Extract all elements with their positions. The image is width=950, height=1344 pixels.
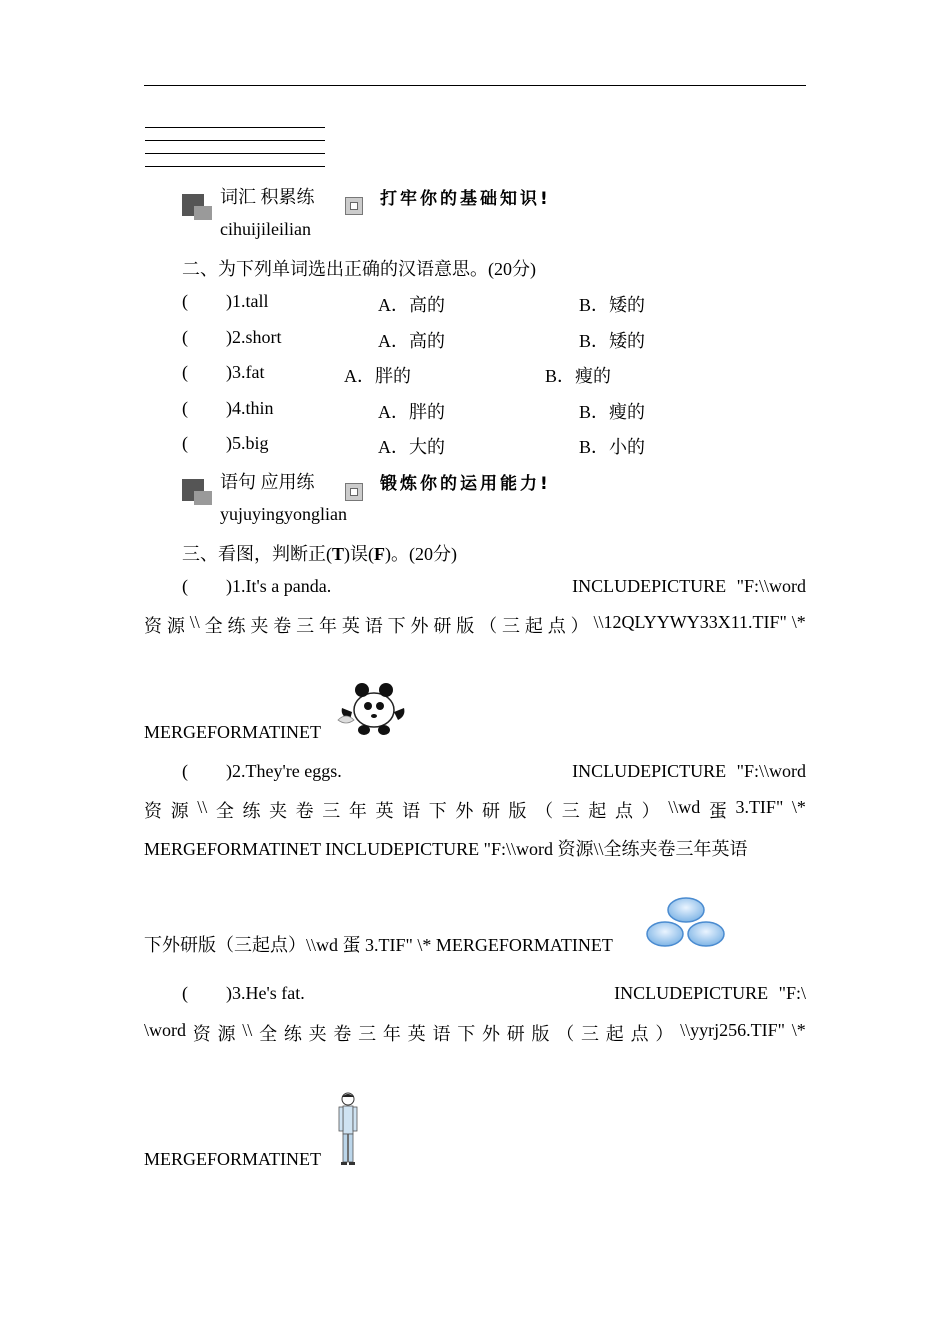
- instruction-text: )误(: [344, 544, 375, 564]
- instruction-t: T: [332, 544, 345, 564]
- field-code-token: 语: [402, 801, 421, 821]
- field-code-token: 源: [217, 1024, 236, 1044]
- answer-paren[interactable]: (: [182, 398, 188, 418]
- vocab-word: )2.short: [226, 327, 282, 347]
- field-code-token: 全: [204, 616, 223, 636]
- option-b: B．瘦的: [545, 366, 612, 386]
- field-code-token: 起: [588, 801, 607, 821]
- field-code-token: 点: [614, 801, 633, 821]
- section-slogan: 打牢你的基础知识!: [380, 189, 551, 209]
- answer-paren[interactable]: (: [182, 291, 188, 311]
- field-code-token: 版: [531, 1024, 550, 1044]
- section-title: 语句 应用练: [220, 472, 315, 492]
- sentence-instruction: [182, 540, 457, 566]
- field-code: 下外研版（三起点）\\wd 蛋 3.TIF" \* MERGEFORMATINET: [144, 935, 613, 955]
- answer-paren[interactable]: (: [182, 327, 188, 347]
- field-code-token: （: [535, 801, 554, 821]
- field-code-token: 源: [166, 616, 185, 636]
- vocab-instruction: 二、为下列单词选出正确的汉语意思。(20分): [182, 259, 536, 279]
- field-code-token: 夹: [250, 616, 269, 636]
- decorative-line: [145, 140, 325, 141]
- field-code-line: [144, 835, 806, 861]
- field-code-token: \*: [791, 1020, 806, 1040]
- option-b: B．小的: [579, 437, 646, 457]
- field-code-token: \*: [791, 612, 806, 632]
- instruction-text: )。(20分): [385, 544, 457, 564]
- field-code-token: 夹: [308, 1024, 327, 1044]
- vocab-word: )4.thin: [226, 398, 274, 418]
- field-code-token: 蛋: [708, 801, 727, 821]
- field-code-token: 版: [456, 616, 475, 636]
- option-a: A．胖的: [344, 366, 411, 386]
- option-b: B．矮的: [579, 331, 646, 351]
- field-code-line: [144, 1020, 806, 1046]
- thin-boy-image: [336, 1091, 360, 1167]
- field-code-token: ）: [641, 801, 660, 821]
- vocab-word: )1.tall: [226, 291, 269, 311]
- instruction-f: F: [374, 544, 386, 564]
- field-code-token: 研: [481, 801, 500, 821]
- field-code-token: 研: [506, 1024, 525, 1044]
- field-code-token: 卷: [273, 616, 292, 636]
- field-code-token: ）: [655, 1024, 674, 1044]
- field-code: MERGEFORMATINET: [144, 1149, 322, 1169]
- vocab-word: )3.fat: [226, 362, 265, 382]
- field-code-line: [144, 797, 806, 823]
- field-code-token: \*: [791, 797, 806, 817]
- field-code-token: 卷: [333, 1024, 352, 1044]
- field-code-token: 年: [348, 801, 367, 821]
- option-a: A．大的: [378, 437, 445, 457]
- field-code-token: 英: [341, 616, 360, 636]
- box-icon: [345, 197, 363, 215]
- decorative-line: [145, 166, 325, 167]
- field-code-token: 外: [455, 801, 474, 821]
- section-square-icon: [194, 491, 212, 505]
- field-code-token: 年: [382, 1024, 401, 1044]
- field-code-token: \\: [242, 1020, 253, 1040]
- field-code-token: 三: [561, 801, 580, 821]
- box-icon: [345, 483, 363, 501]
- option-a: A．胖的: [378, 402, 445, 422]
- field-code-token: 外: [481, 1024, 500, 1044]
- field-code-token: 版: [508, 801, 527, 821]
- panda-image: [336, 676, 410, 738]
- field-code-token: \\12QLYYWY33X11.TIF": [593, 612, 787, 632]
- field-code: INCLUDEPICTURE "F:\\word: [572, 576, 806, 596]
- field-code-token: \word: [144, 1020, 186, 1040]
- answer-paren[interactable]: (: [182, 761, 188, 781]
- field-code: INCLUDEPICTURE "F:\\word: [572, 761, 806, 781]
- section-title: 词汇 积累练: [220, 187, 315, 207]
- field-code-token: \\: [189, 612, 200, 632]
- field-code-token: 全: [215, 801, 234, 821]
- field-code-token: \\: [197, 797, 208, 817]
- option-a: A．高的: [378, 295, 445, 315]
- field-code-token: 源: [170, 801, 189, 821]
- option-a: A．高的: [378, 331, 445, 351]
- field-code-token: 起: [605, 1024, 624, 1044]
- section-slogan: 锻炼你的运用能力!: [380, 474, 551, 494]
- field-code: MERGEFORMATINET: [144, 722, 322, 742]
- option-b: B．矮的: [579, 295, 646, 315]
- field-code-token: 三: [358, 1024, 377, 1044]
- answer-paren[interactable]: (: [182, 433, 188, 453]
- field-code-token: 语: [364, 616, 383, 636]
- option-b: B．瘦的: [579, 402, 646, 422]
- field-code-token: \\yyrj256.TIF": [680, 1020, 785, 1040]
- field-code-token: 外: [410, 616, 429, 636]
- field-code-token: 下: [428, 801, 447, 821]
- field-code-token: 三: [502, 616, 521, 636]
- field-code-token: \\wd: [668, 797, 701, 817]
- field-code-token: 卷: [295, 801, 314, 821]
- answer-paren[interactable]: (: [182, 983, 188, 1003]
- answer-paren[interactable]: (: [182, 576, 188, 596]
- field-code-token: 练: [227, 616, 246, 636]
- field-code-token: 全: [259, 1024, 278, 1044]
- field-code-token: 练: [283, 1024, 302, 1044]
- section-square-icon: [194, 206, 212, 220]
- answer-paren[interactable]: (: [182, 362, 188, 382]
- field-code-token: 三: [296, 616, 315, 636]
- field-code-token: 下: [387, 616, 406, 636]
- field-code-token: 资: [144, 801, 162, 821]
- field-code-token: 3.TIF": [735, 797, 784, 817]
- section-pinyin: cihuijileilian: [220, 219, 311, 239]
- field-code-token: 点: [630, 1024, 649, 1044]
- section-pinyin: yujuyingyonglian: [220, 504, 347, 524]
- field-code-token: 资: [144, 616, 162, 636]
- field-code: MERGEFORMATINET INCLUDEPICTURE "F:\\word 资源\\全练夹卷三年英语: [144, 839, 748, 859]
- field-code-line: [144, 612, 806, 638]
- field-code-token: 三: [581, 1024, 600, 1044]
- field-code-token: 练: [242, 801, 261, 821]
- field-code: INCLUDEPICTURE "F:\: [614, 983, 806, 1003]
- page-header-rule: [144, 85, 806, 86]
- question-text: )2.They're eggs.: [226, 761, 342, 781]
- field-code-token: 起: [524, 616, 543, 636]
- field-code-token: 下: [457, 1024, 476, 1044]
- field-code-token: ）: [570, 616, 589, 636]
- field-code-token: 三: [322, 801, 341, 821]
- question-text: )3.He's fat.: [226, 983, 305, 1003]
- field-code-token: 夹: [269, 801, 288, 821]
- vocab-word: )5.big: [226, 433, 269, 453]
- decorative-line: [145, 153, 325, 154]
- instruction-text: 三、看图，判断正(: [182, 544, 332, 564]
- field-code-token: 资: [192, 1024, 211, 1044]
- field-code-token: 研: [433, 616, 452, 636]
- field-code-token: （: [479, 616, 498, 636]
- field-code-token: 年: [319, 616, 338, 636]
- field-code-token: （: [556, 1024, 575, 1044]
- field-code-token: 点: [547, 616, 566, 636]
- decorative-line: [145, 127, 325, 128]
- field-code-token: 英: [407, 1024, 426, 1044]
- field-code-token: 语: [432, 1024, 451, 1044]
- field-code-token: 英: [375, 801, 394, 821]
- question-text: )1.It's a panda.: [226, 576, 332, 596]
- eggs-image: [644, 894, 728, 952]
